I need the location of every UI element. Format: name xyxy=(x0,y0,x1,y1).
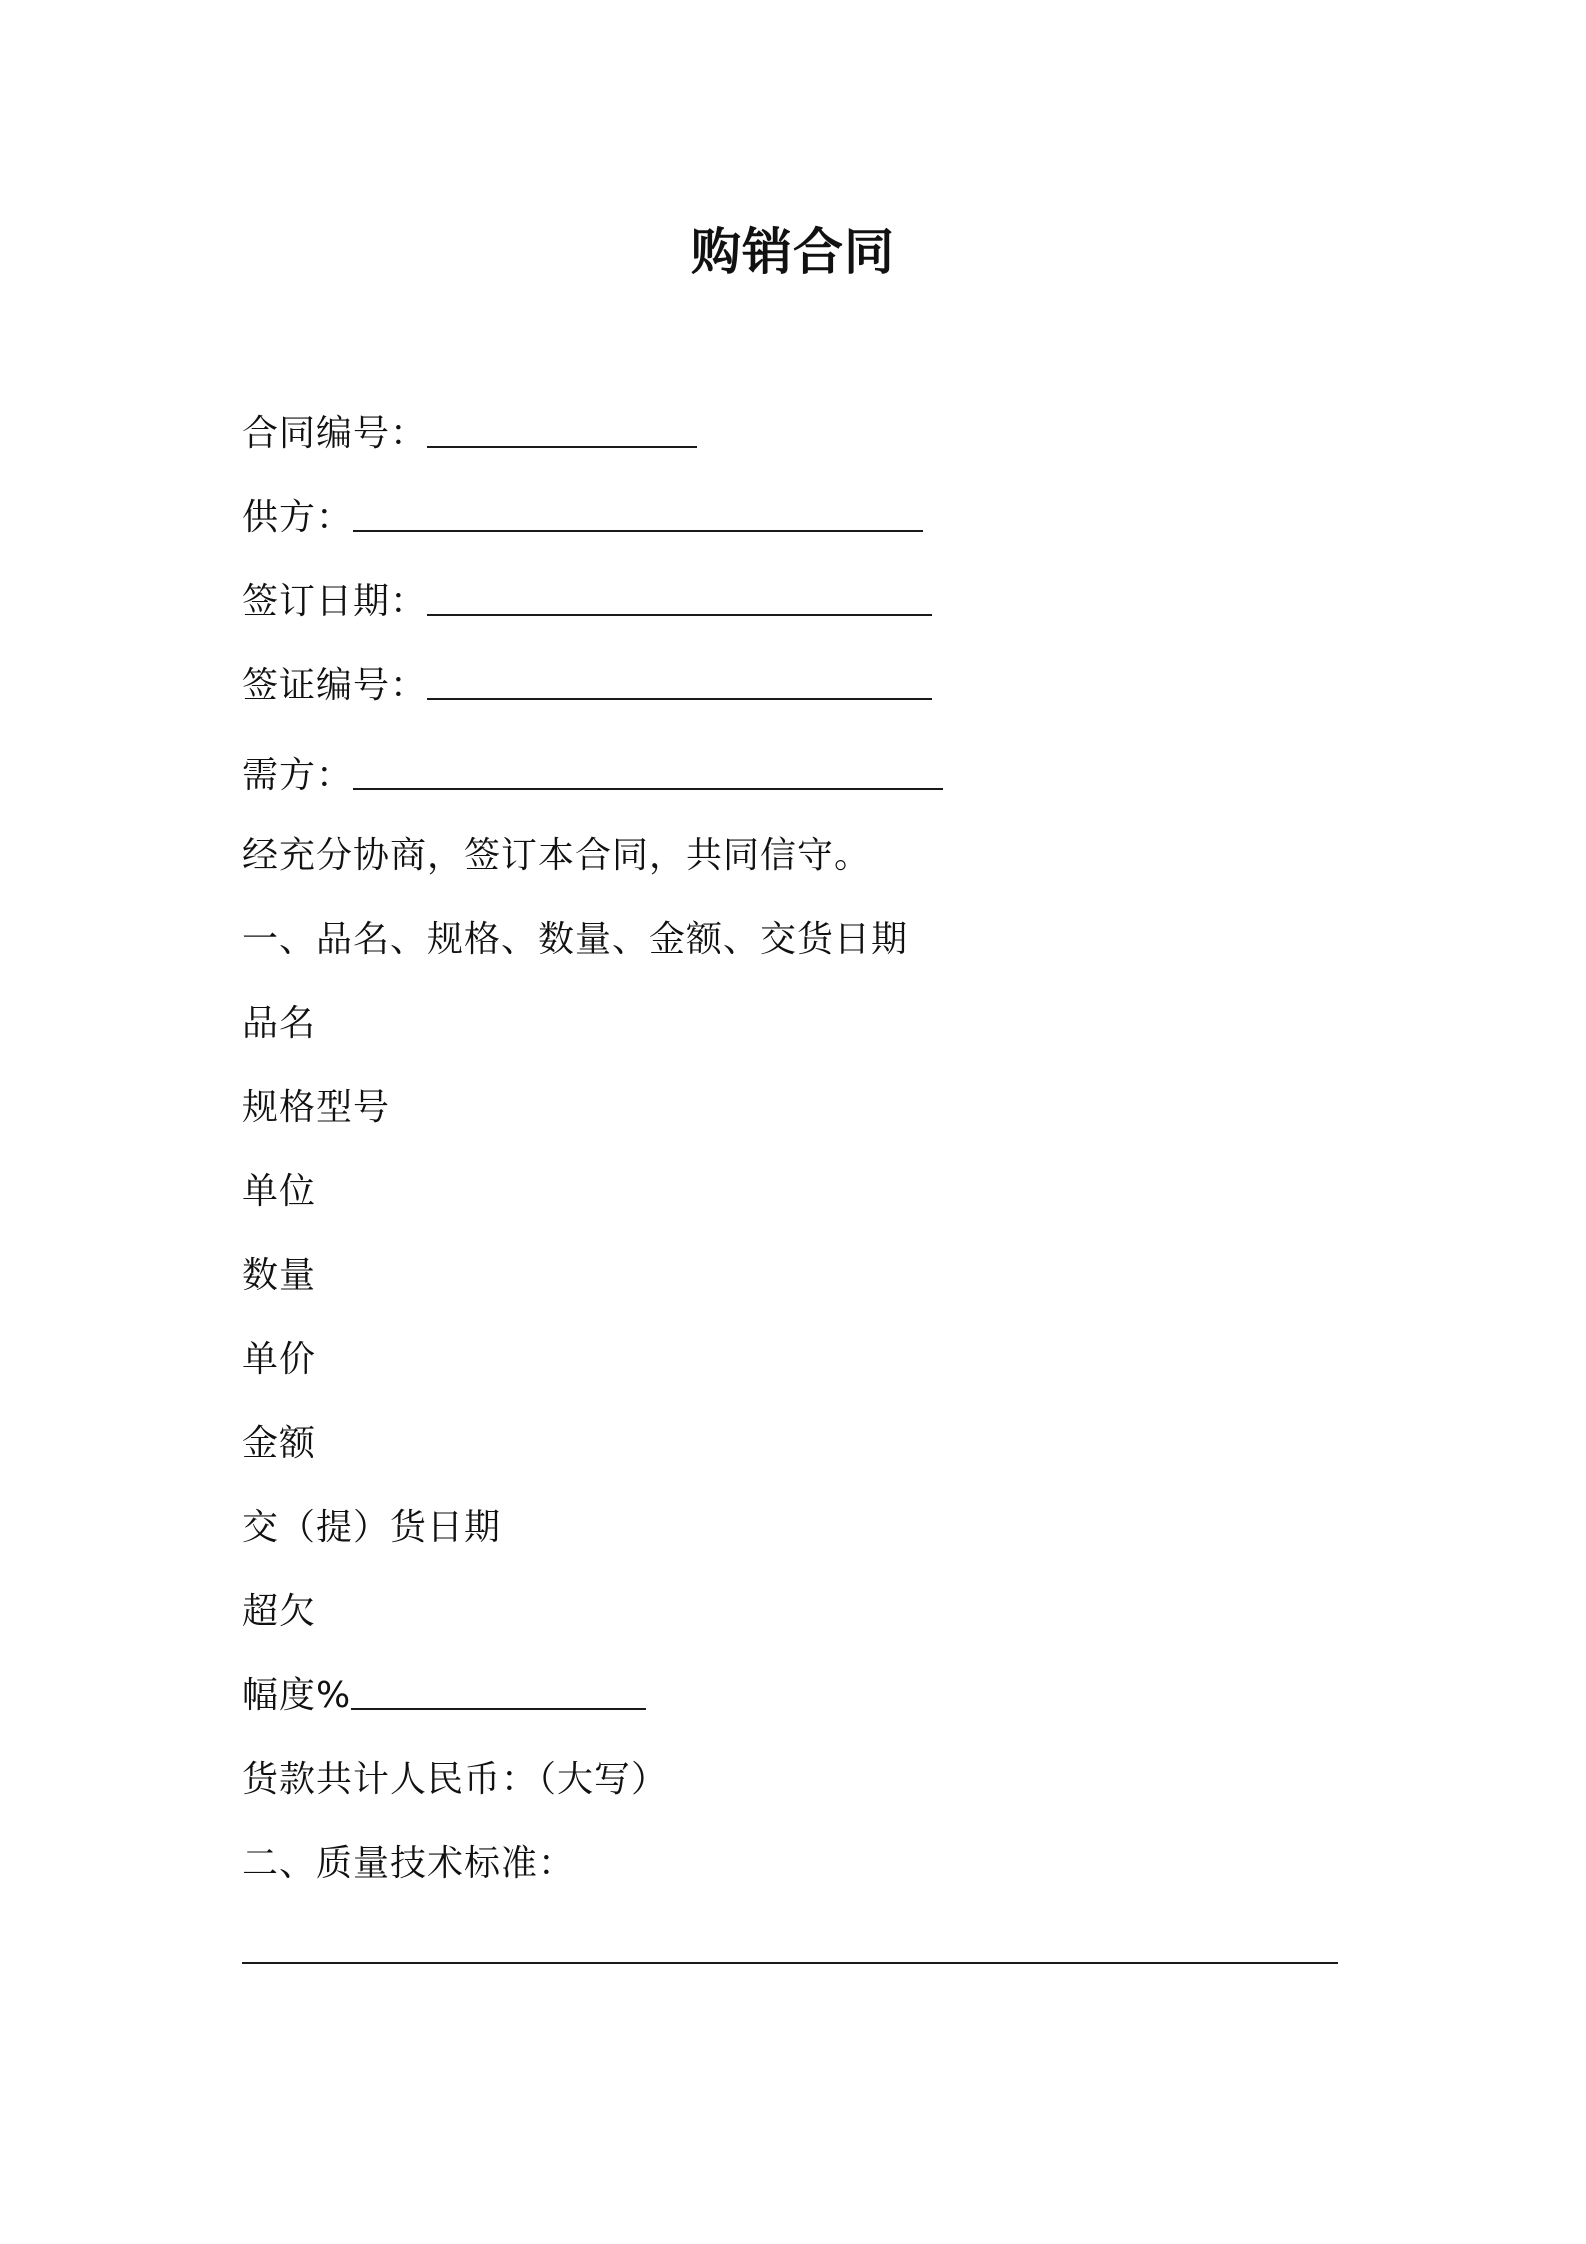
item-delivery-date: 交（提）货日期 xyxy=(242,1507,502,1548)
buyer-blank xyxy=(353,788,943,790)
section-1-heading: 一、品名、规格、数量、金额、交货日期 xyxy=(242,919,909,960)
contract-number-label: 合同编号： xyxy=(242,413,428,454)
visa-number-blank xyxy=(427,698,932,700)
document-title: 购销合同 xyxy=(691,223,895,281)
contract-number-blank xyxy=(427,446,697,448)
item-over-short: 超欠 xyxy=(242,1591,317,1632)
tolerance-field xyxy=(242,1672,646,1720)
visa-number-label: 签证编号： xyxy=(242,665,428,706)
tolerance-blank xyxy=(351,1708,646,1710)
intro-text: 经充分协商，签订本合同，共同信守。 xyxy=(242,835,872,876)
contract-number-field xyxy=(242,410,697,458)
item-unit: 单位 xyxy=(242,1171,317,1212)
item-amount: 金额 xyxy=(242,1423,317,1464)
section-2-heading: 二、质量技术标准： xyxy=(242,1843,576,1884)
sign-date-blank xyxy=(427,614,932,616)
total-amount-label: 货款共计人民币：（大写） xyxy=(242,1759,669,1800)
sign-date-label: 签订日期： xyxy=(242,581,428,622)
visa-number-field xyxy=(242,662,932,710)
item-specification: 规格型号 xyxy=(242,1087,391,1128)
sign-date-field xyxy=(242,578,932,626)
quality-standard-blank xyxy=(242,1962,1338,1964)
supplier-blank xyxy=(353,530,923,532)
supplier-label: 供方： xyxy=(242,497,354,538)
item-product-name: 品名 xyxy=(242,1003,317,1044)
supplier-field xyxy=(242,494,923,542)
buyer-label: 需方： xyxy=(242,755,354,796)
item-quantity: 数量 xyxy=(242,1255,317,1296)
tolerance-label: 幅度% xyxy=(242,1675,352,1716)
buyer-field xyxy=(242,752,943,800)
item-unit-price: 单价 xyxy=(242,1339,317,1380)
